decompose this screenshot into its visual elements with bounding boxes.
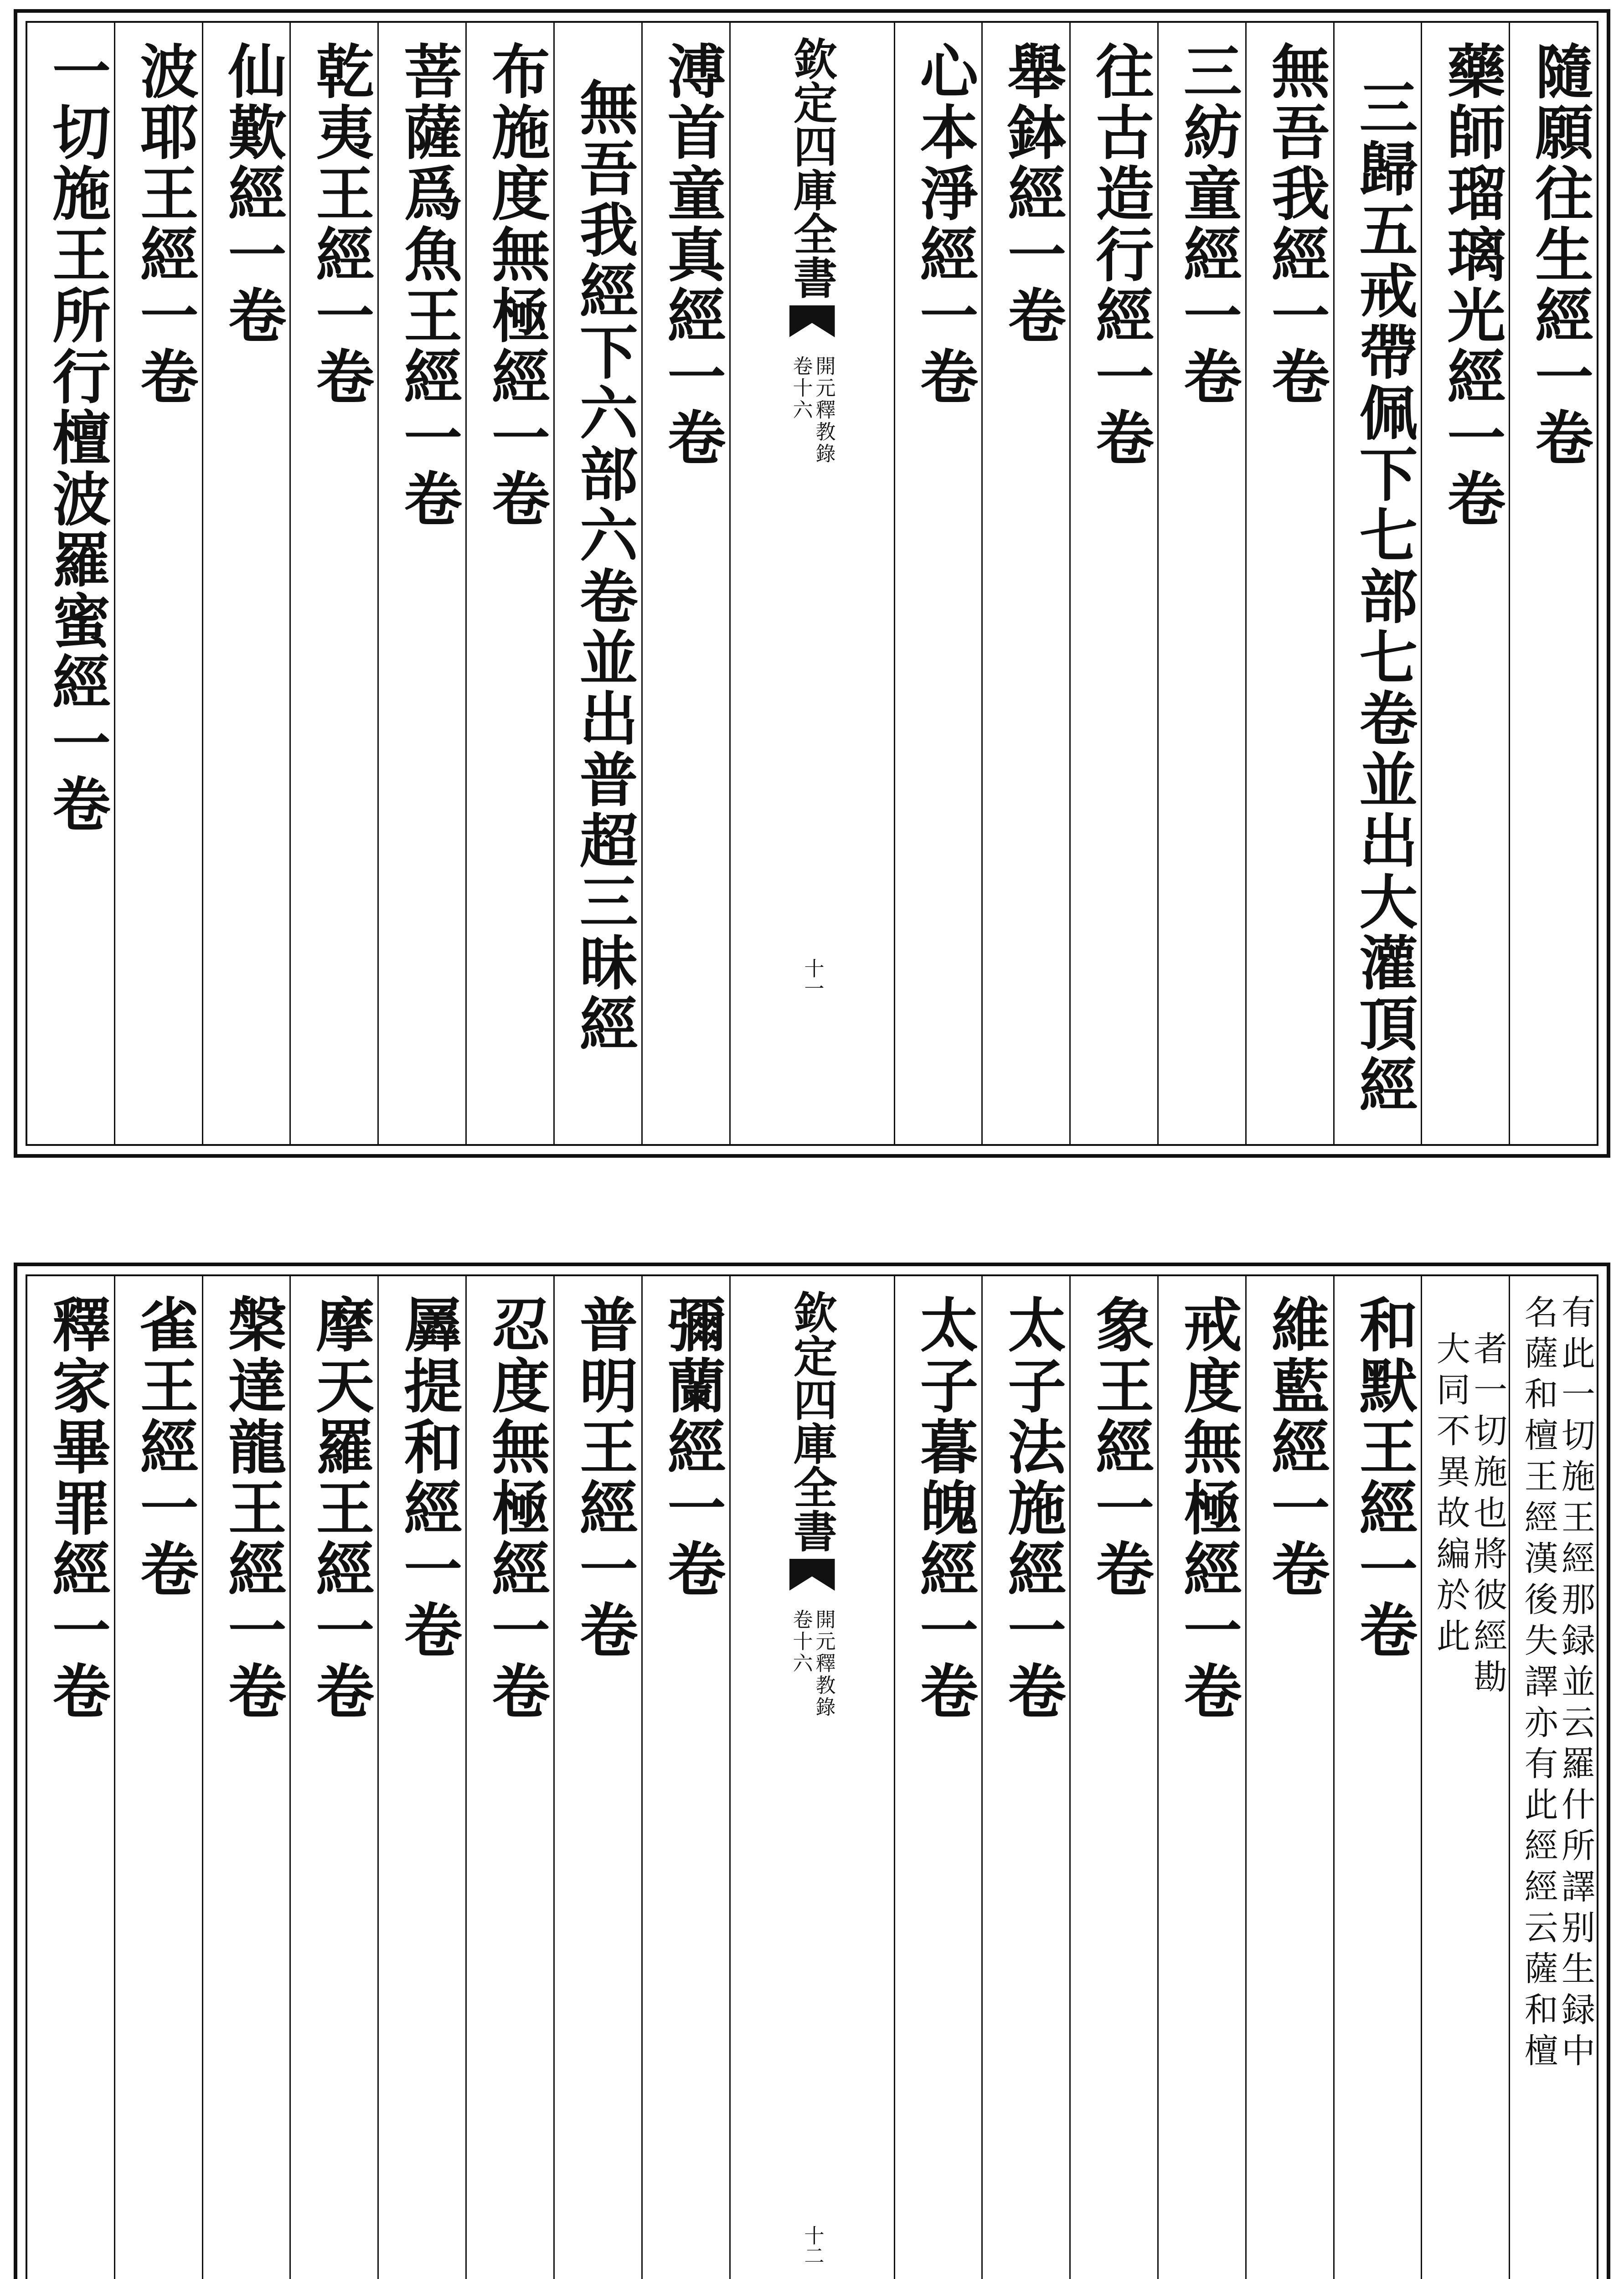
bottom-sutra-title: 象王經一卷 <box>1085 1294 1154 1600</box>
bottom-column <box>1421 1276 1509 2279</box>
bottom-sutra-title: 雀王經一卷 <box>130 1294 199 1600</box>
bottom-fishtail-mark <box>789 1559 835 1591</box>
bottom-column <box>641 1276 729 2279</box>
bottom-column <box>894 1276 982 2279</box>
bottom-column <box>1069 1276 1157 2279</box>
top-leaf <box>14 9 1610 1158</box>
bottom-column <box>1333 1276 1421 2279</box>
top-sutra-title: 菩薩爲魚王經一卷 <box>394 41 463 530</box>
bottom-spine-page-number: 十二 <box>800 2225 824 2265</box>
top-column <box>1421 23 1509 1144</box>
top-column <box>553 23 641 1144</box>
bottom-column <box>27 1276 114 2279</box>
bottom-annotation-line: 名薩和檀王經漢後失譯亦有此經經云薩和檀 <box>1519 1294 1558 2074</box>
top-column <box>981 23 1069 1144</box>
top-fishtail-mark <box>789 305 835 337</box>
top-spine <box>729 23 894 1144</box>
top-sutra-title: 一切施王所行檀波羅蜜經一卷 <box>42 41 111 835</box>
top-sutra-title: 三紡童經一卷 <box>1173 41 1242 407</box>
top-column <box>27 23 114 1144</box>
bottom-column <box>553 1276 641 2279</box>
top-spine-subtitle-line: 開元釋教錄 <box>812 356 835 465</box>
top-sutra-title: 仙歎經一卷 <box>218 41 287 346</box>
bottom-sutra-title: 忍度無極經一卷 <box>481 1294 550 1722</box>
top-column <box>377 23 465 1144</box>
bottom-sutra-title: 摩天羅王經一卷 <box>306 1294 375 1722</box>
bottom-sutra-title: 維藍經一卷 <box>1261 1294 1330 1600</box>
bottom-spine-subtitle-line: 開元釋教錄 <box>812 1609 835 1718</box>
top-sutra-title: 舉鉢經一卷 <box>998 41 1067 346</box>
top-column <box>202 23 290 1144</box>
bottom-annotation-line: 大同不異故編於此 <box>1431 1331 1470 1659</box>
bottom-column <box>114 1276 202 2279</box>
bottom-sutra-title: 和默王經一卷 <box>1349 1294 1418 1661</box>
bottom-annotation <box>1432 1331 1506 2279</box>
bottom-column <box>1509 1276 1597 2279</box>
top-spine-page-number: 十一 <box>800 958 824 998</box>
top-column <box>894 23 982 1144</box>
top-sutra-title: 隨願往生經一卷 <box>1525 41 1593 469</box>
bottom-sutra-title: 普明王經一卷 <box>569 1294 638 1661</box>
bottom-column <box>377 1276 465 2279</box>
top-sutra-title: 無吾我經一卷 <box>1261 41 1330 407</box>
bottom-sutra-title: 釋家畢罪經一卷 <box>42 1294 111 1722</box>
top-sutra-title: 溥首童真經一卷 <box>657 41 726 469</box>
bottom-column <box>465 1276 553 2279</box>
top-spine-subtitle <box>791 356 834 465</box>
bottom-spine-title: 欽定四庫全書 <box>786 1290 838 1552</box>
top-sutra-title: 布施度無極經一卷 <box>481 41 550 530</box>
top-sutra-title: 三歸五戒帶佩下七部七卷並出大灌頂經 <box>1349 77 1418 1116</box>
top-sutra-title: 乾夷王經一卷 <box>306 41 375 407</box>
bottom-annotation <box>1520 1294 1594 2279</box>
bottom-spine-subtitle <box>791 1609 834 1718</box>
top-sutra-title: 往古造行經一卷 <box>1085 41 1154 469</box>
bottom-columns <box>27 1276 1597 2279</box>
top-column <box>1509 23 1597 1144</box>
top-column <box>465 23 553 1144</box>
top-spine-subtitle-line: 卷十六 <box>789 356 813 421</box>
top-columns <box>27 23 1597 1144</box>
bottom-column <box>202 1276 290 2279</box>
top-column <box>1333 23 1421 1144</box>
bottom-spine <box>729 1276 894 2279</box>
top-column <box>114 23 202 1144</box>
bottom-sutra-title: 太子法施經一卷 <box>998 1294 1067 1722</box>
top-sutra-title: 無吾我經下六部六卷並出普超三昧經 <box>569 77 638 1055</box>
bottom-column <box>289 1276 377 2279</box>
bottom-annotation-line: 有此一切施王經那録並云羅什所譯别生録中 <box>1556 1294 1595 2074</box>
bottom-sutra-title: 太子暮魄經一卷 <box>910 1294 979 1722</box>
top-sutra-title: 心本淨經一卷 <box>910 41 979 407</box>
bottom-spine-subtitle-line: 卷十六 <box>789 1609 813 1675</box>
bottom-annotation-line: 者一切施也將彼經勘 <box>1468 1331 1508 1700</box>
bottom-column <box>981 1276 1069 2279</box>
top-spine-title: 欽定四庫全書 <box>786 36 838 299</box>
bottom-sutra-title: 羼提和經一卷 <box>394 1294 463 1661</box>
bottom-sutra-title: 槃達龍王經一卷 <box>218 1294 287 1722</box>
top-column <box>1245 23 1333 1144</box>
bottom-sutra-title: 戒度無極經一卷 <box>1173 1294 1242 1722</box>
top-column <box>1157 23 1245 1144</box>
top-sutra-title: 藥師瑠璃光經一卷 <box>1437 41 1506 530</box>
top-column <box>1069 23 1157 1144</box>
bottom-sutra-title: 彌蘭經一卷 <box>657 1294 726 1600</box>
top-inner-frame <box>26 21 1598 1146</box>
top-column <box>641 23 729 1144</box>
bottom-column <box>1157 1276 1245 2279</box>
top-sutra-title: 波耶王經一卷 <box>130 41 199 407</box>
bottom-column <box>1245 1276 1333 2279</box>
bottom-leaf <box>14 1263 1610 2279</box>
bottom-inner-frame <box>26 1274 1598 2279</box>
top-column <box>289 23 377 1144</box>
